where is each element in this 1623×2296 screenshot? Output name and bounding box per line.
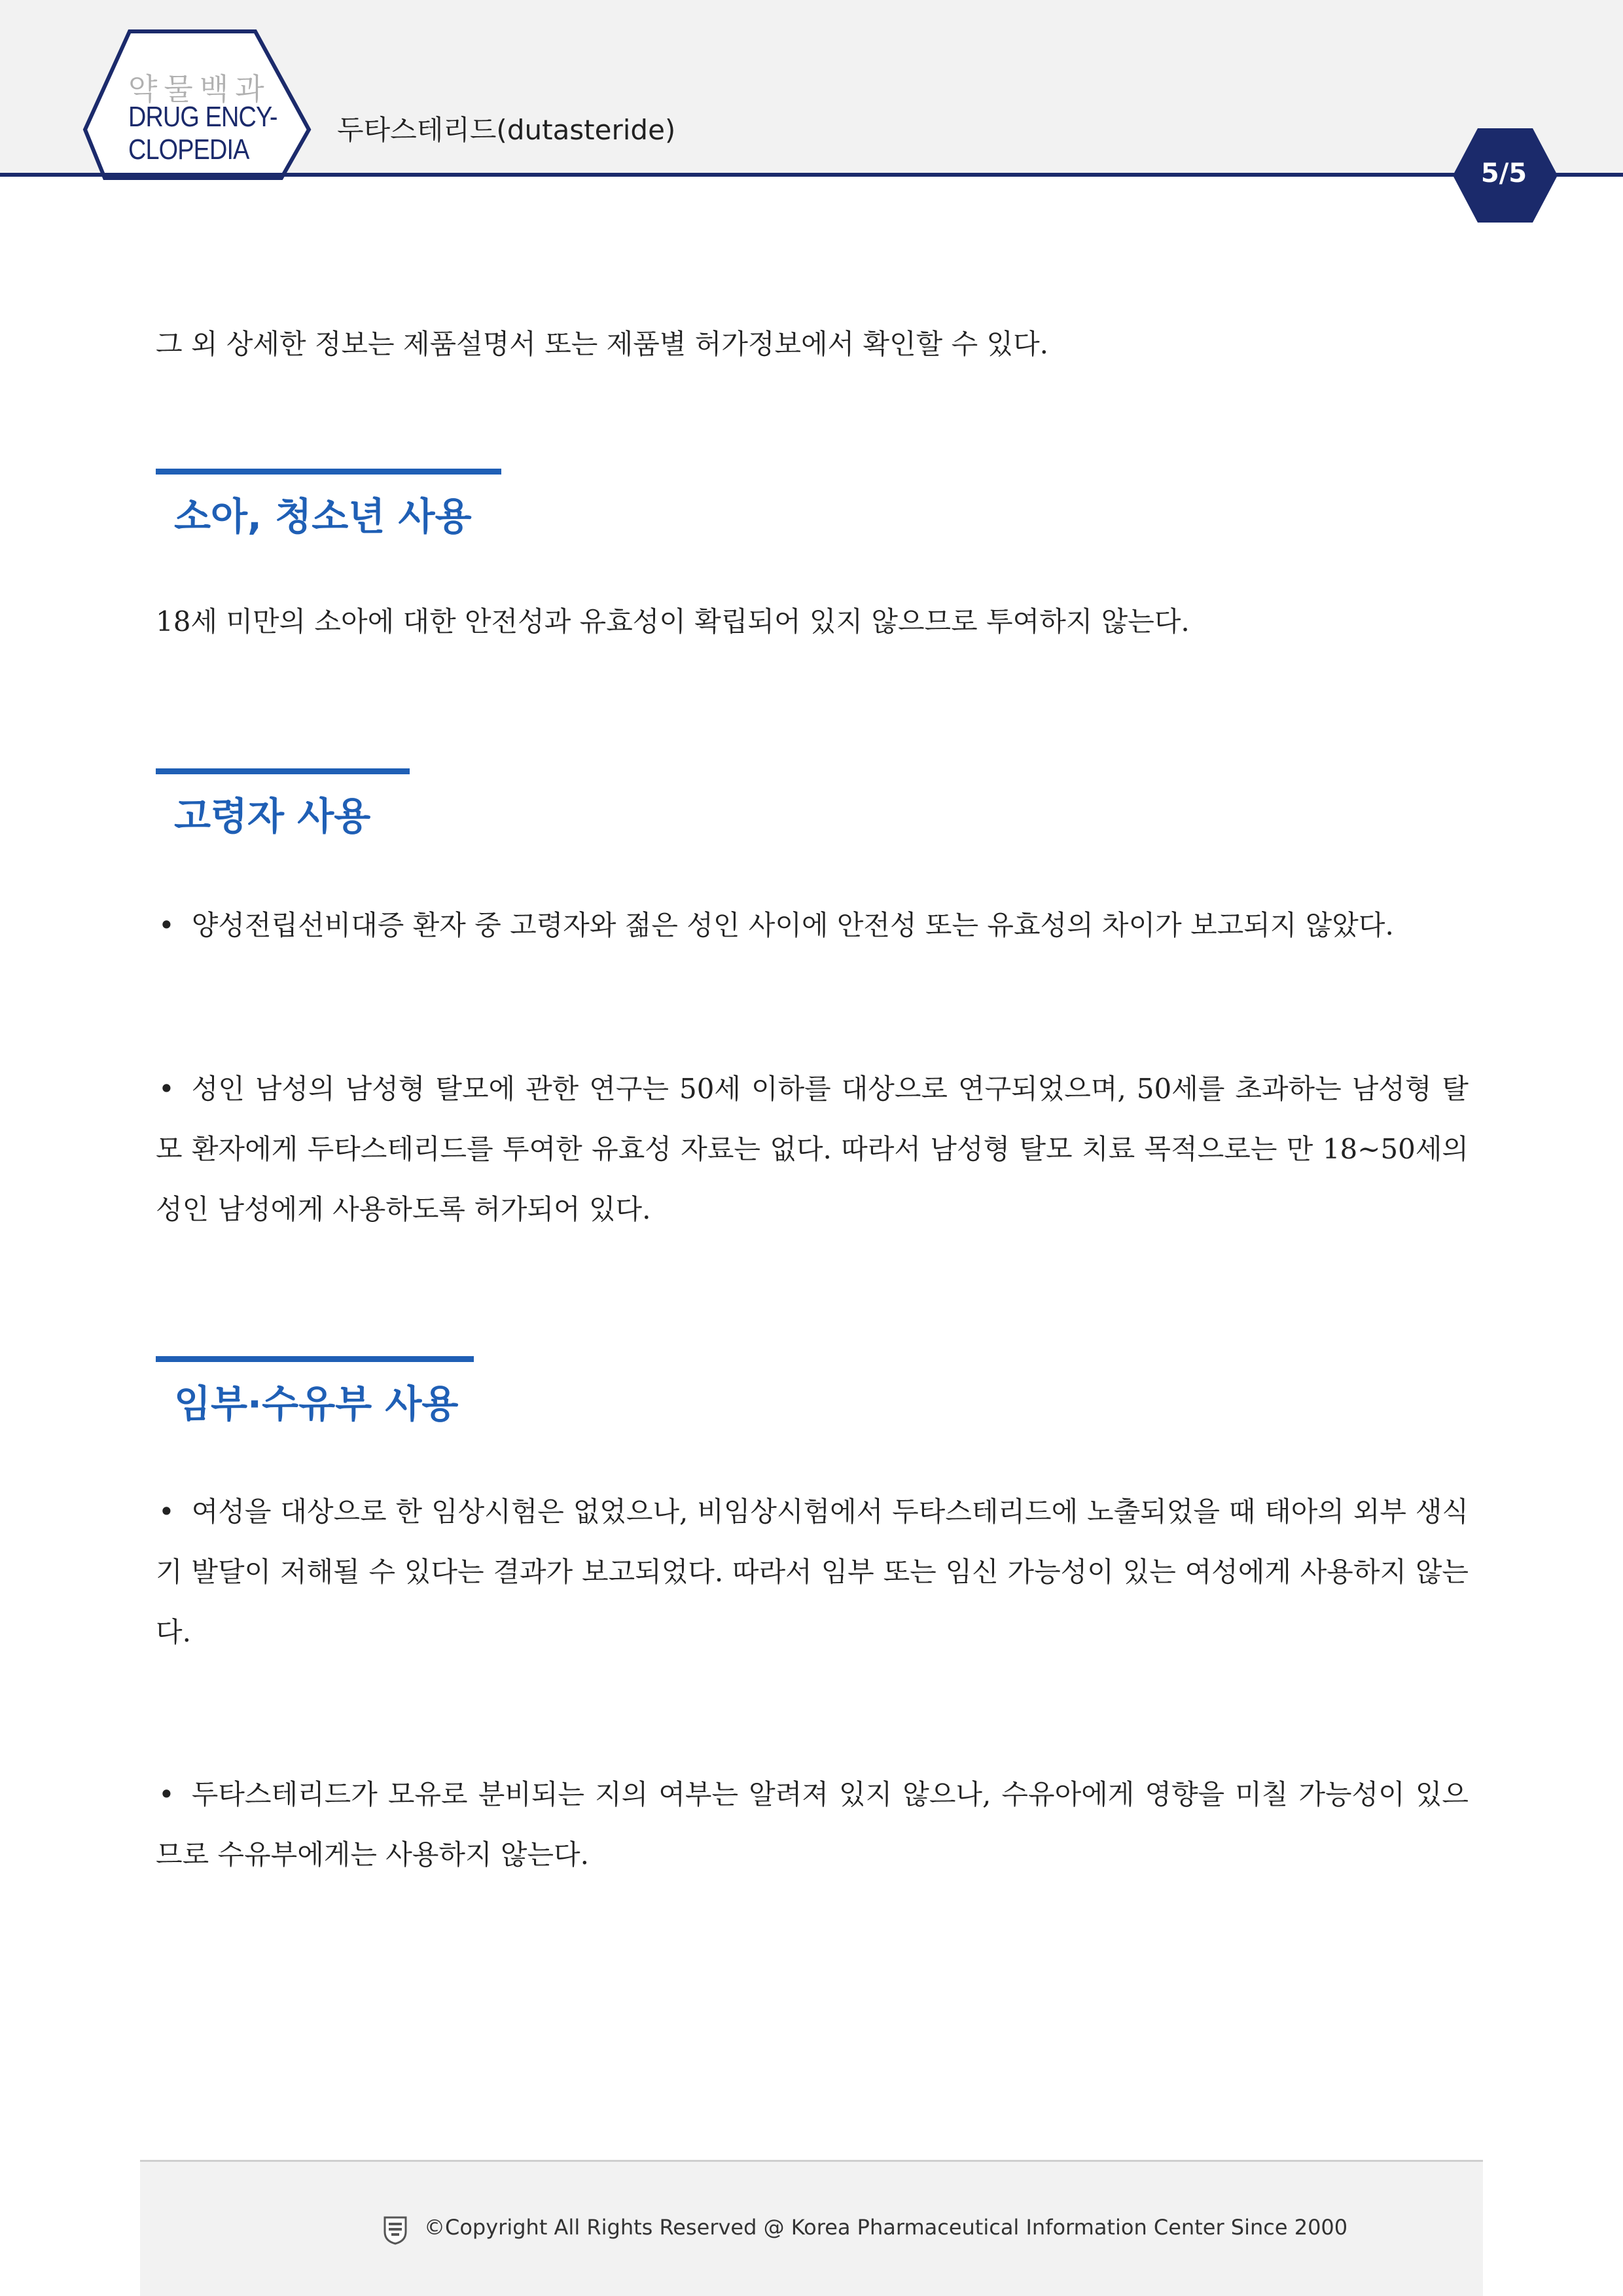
paragraph-elderly-2 <box>156 1059 1469 1240</box>
section-title-elderly: 고령자 사용 <box>174 794 371 838</box>
section-title-pregnancy: 임부·수유부 사용 <box>174 1382 459 1426</box>
paragraph-pregnancy-2-text: 두타스테리드가 모유로 분비되는 지의 여부는 알려져 있지 않으나, 수유아에게 영향을 미칠 가능성이 있으므로 수유부에게는 사용하지 않는다. <box>156 1778 1469 1871</box>
section-bar-elderly <box>156 768 410 774</box>
bullet-glyph: • <box>158 1778 175 1810</box>
header-divider <box>0 173 1623 177</box>
document-title: 두타스테리드(dutasteride) <box>337 114 676 146</box>
section-bar-pregnancy <box>156 1356 474 1362</box>
bullet-glyph: • <box>158 1496 175 1528</box>
section-bar-pediatric <box>156 469 501 475</box>
logo-english-line1: DRUG ENCY- <box>128 101 277 133</box>
paragraph-elderly-1 <box>156 895 1469 956</box>
paragraph-pregnancy-2 <box>156 1765 1469 1885</box>
paragraph-pediatric: 18세 미만의 소아에 대한 안전성과 유효성이 확립되어 있지 않으므로 투여하지 않는다. <box>156 605 1190 637</box>
footer-divider <box>140 2160 1483 2162</box>
bullet-glyph: • <box>158 909 175 941</box>
footer-copyright: ©Copyright All Rights Reserved @ Korea Pharmaceutical Information Center Since 2000 <box>424 2215 1348 2240</box>
intro-paragraph: 그 외 상세한 정보는 제품설명서 또는 제품별 허가정보에서 확인할 수 있다. <box>156 328 1049 360</box>
paragraph-pregnancy-1-text: 여성을 대상으로 한 임상시험은 없었으나, 비임상시험에서 두타스테리드에 노출되었을 때 태아의 외부 생식기 발달이 저해될 수 있다는 결과가 보고되었다. 따라서 임부 또는 임신 가능성이 있는 여성에게 사용하지 않는다. <box>156 1496 1469 1648</box>
paragraph-pregnancy-1 <box>156 1482 1469 1662</box>
kpic-emblem-icon <box>382 2215 408 2245</box>
logo-korean-text: 약물백과 <box>128 71 271 107</box>
bullet-glyph: • <box>158 1073 175 1105</box>
paragraph-elderly-1-text: 양성전립선비대증 환자 중 고령자와 젊은 성인 사이에 안전성 또는 유효성의 차이가 보고되지 않았다. <box>191 909 1394 941</box>
section-title-pediatric: 소아, 청소년 사용 <box>174 494 472 539</box>
logo-english-line2: CLOPEDIA <box>128 134 249 166</box>
page-indicator: 5/5 <box>1480 158 1527 188</box>
paragraph-elderly-2-text: 성인 남성의 남성형 탈모에 관한 연구는 50세 이하를 대상으로 연구되었으며, 50세를 초과하는 남성형 탈모 환자에게 두타스테리드를 투여한 유효성 자료는 없다. 따라서 남성형 탈모 치료 목적으로는 만 18~50세의 성인 남성에게 사용하도록 허가되어 있다. <box>156 1073 1469 1225</box>
